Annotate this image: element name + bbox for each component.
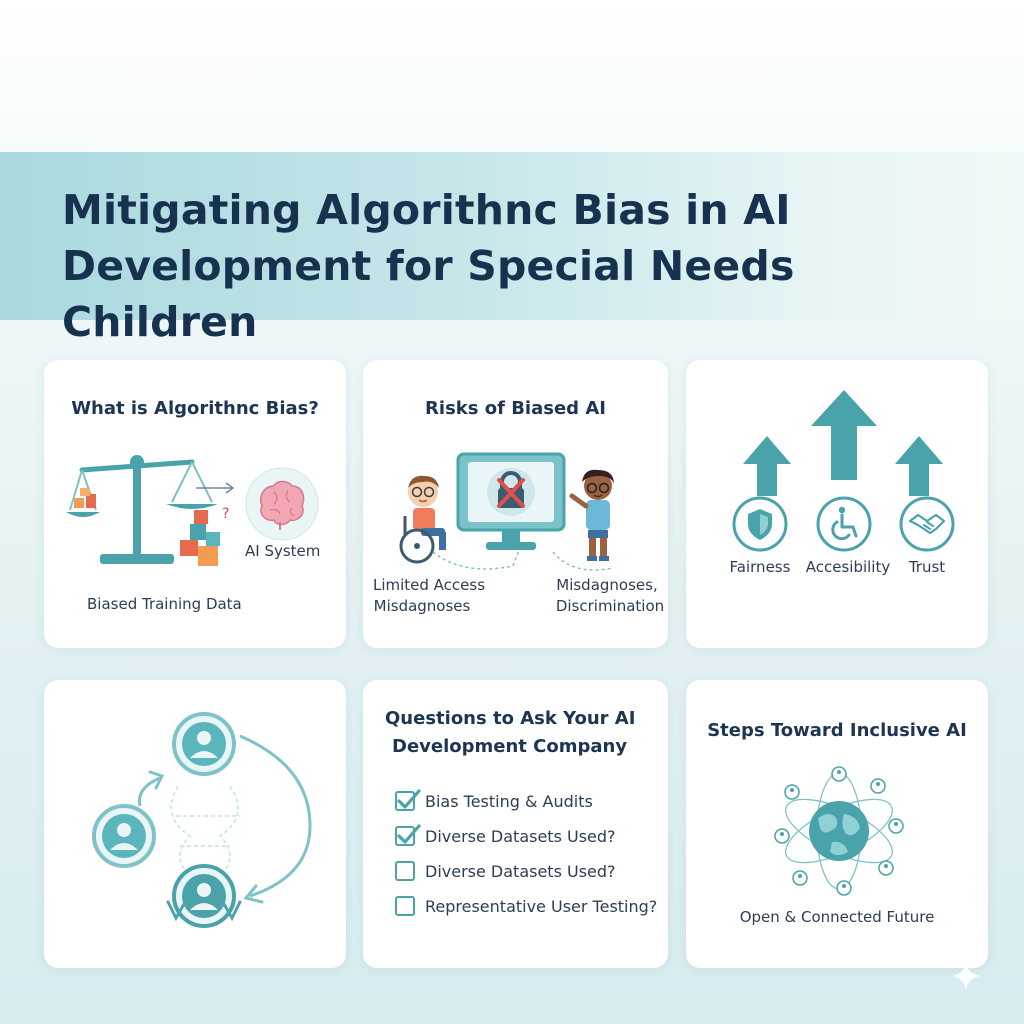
checklist-item[interactable] bbox=[395, 858, 616, 884]
card-what-title: What is Algorithnc Bias? bbox=[71, 398, 319, 419]
checklist-item[interactable] bbox=[395, 788, 593, 814]
checkbox-icon[interactable] bbox=[395, 896, 415, 916]
wheelchair-icon bbox=[815, 495, 873, 553]
checkbox-icon[interactable] bbox=[395, 826, 415, 846]
checklist-item[interactable] bbox=[395, 823, 616, 849]
risk-left-label-1: Limited Access bbox=[372, 576, 486, 594]
ai-system-label: AI System bbox=[245, 542, 321, 560]
shield-icon bbox=[731, 495, 789, 553]
monitor-lock-icon bbox=[456, 452, 566, 556]
arrow-up-icon-left bbox=[743, 436, 791, 496]
card-questions-title-line-1: Questions to Ask Your AI bbox=[385, 708, 636, 729]
risk-left-label-2: Misdagnoses bbox=[373, 597, 471, 615]
handshake-icon bbox=[898, 495, 956, 553]
checklist-item-label: Bias Testing & Audits bbox=[425, 791, 593, 811]
page-title-line-1: Mitigating Algorithnc Bias in AI bbox=[62, 186, 791, 234]
checklist-item-label: Diverse Datasets Used? bbox=[425, 826, 616, 846]
feedback-cycle-diagram bbox=[80, 706, 320, 946]
checkbox-icon[interactable] bbox=[395, 861, 415, 881]
arrow-right-icon bbox=[196, 482, 236, 494]
risk-right-label-2: Discrimination bbox=[555, 597, 665, 615]
card-values bbox=[686, 360, 988, 648]
question-mark: ? bbox=[222, 506, 230, 522]
page-title bbox=[62, 182, 1002, 350]
card-what-is-bias bbox=[44, 360, 346, 648]
value-accessibility: Accesibility bbox=[805, 558, 891, 576]
card-feedback-cycle bbox=[44, 680, 346, 968]
risk-right-label-1: Misdagnoses, bbox=[556, 576, 658, 594]
biased-data-label: Biased Training Data bbox=[87, 595, 242, 613]
card-steps bbox=[686, 680, 988, 968]
card-risks-title: Risks of Biased AI bbox=[425, 398, 606, 419]
page-title-line-2: Development for Special Needs Children bbox=[62, 242, 795, 346]
arrow-up-icon-right bbox=[895, 436, 943, 496]
sparkle-icon bbox=[952, 962, 980, 990]
checklist-item[interactable] bbox=[395, 893, 657, 919]
connected-globe-icon bbox=[774, 766, 904, 896]
card-risks bbox=[363, 360, 668, 648]
checkmark-icon bbox=[395, 822, 421, 848]
card-questions-title-line-2: Development Company bbox=[392, 736, 628, 757]
checklist-item-label: Representative User Testing? bbox=[425, 896, 658, 916]
brain-icon bbox=[244, 466, 320, 542]
checklist-item-label: Diverse Datasets Used? bbox=[425, 861, 616, 881]
card-steps-title: Steps Toward Inclusive AI bbox=[707, 720, 967, 741]
arrow-up-icon-center bbox=[811, 390, 877, 480]
steps-caption: Open & Connected Future bbox=[739, 908, 935, 926]
value-trust: Trust bbox=[908, 558, 946, 576]
checkmark-icon bbox=[395, 787, 421, 813]
value-fairness: Fairness bbox=[729, 558, 791, 576]
card-questions bbox=[363, 680, 668, 968]
checkbox-icon[interactable] bbox=[395, 791, 415, 811]
